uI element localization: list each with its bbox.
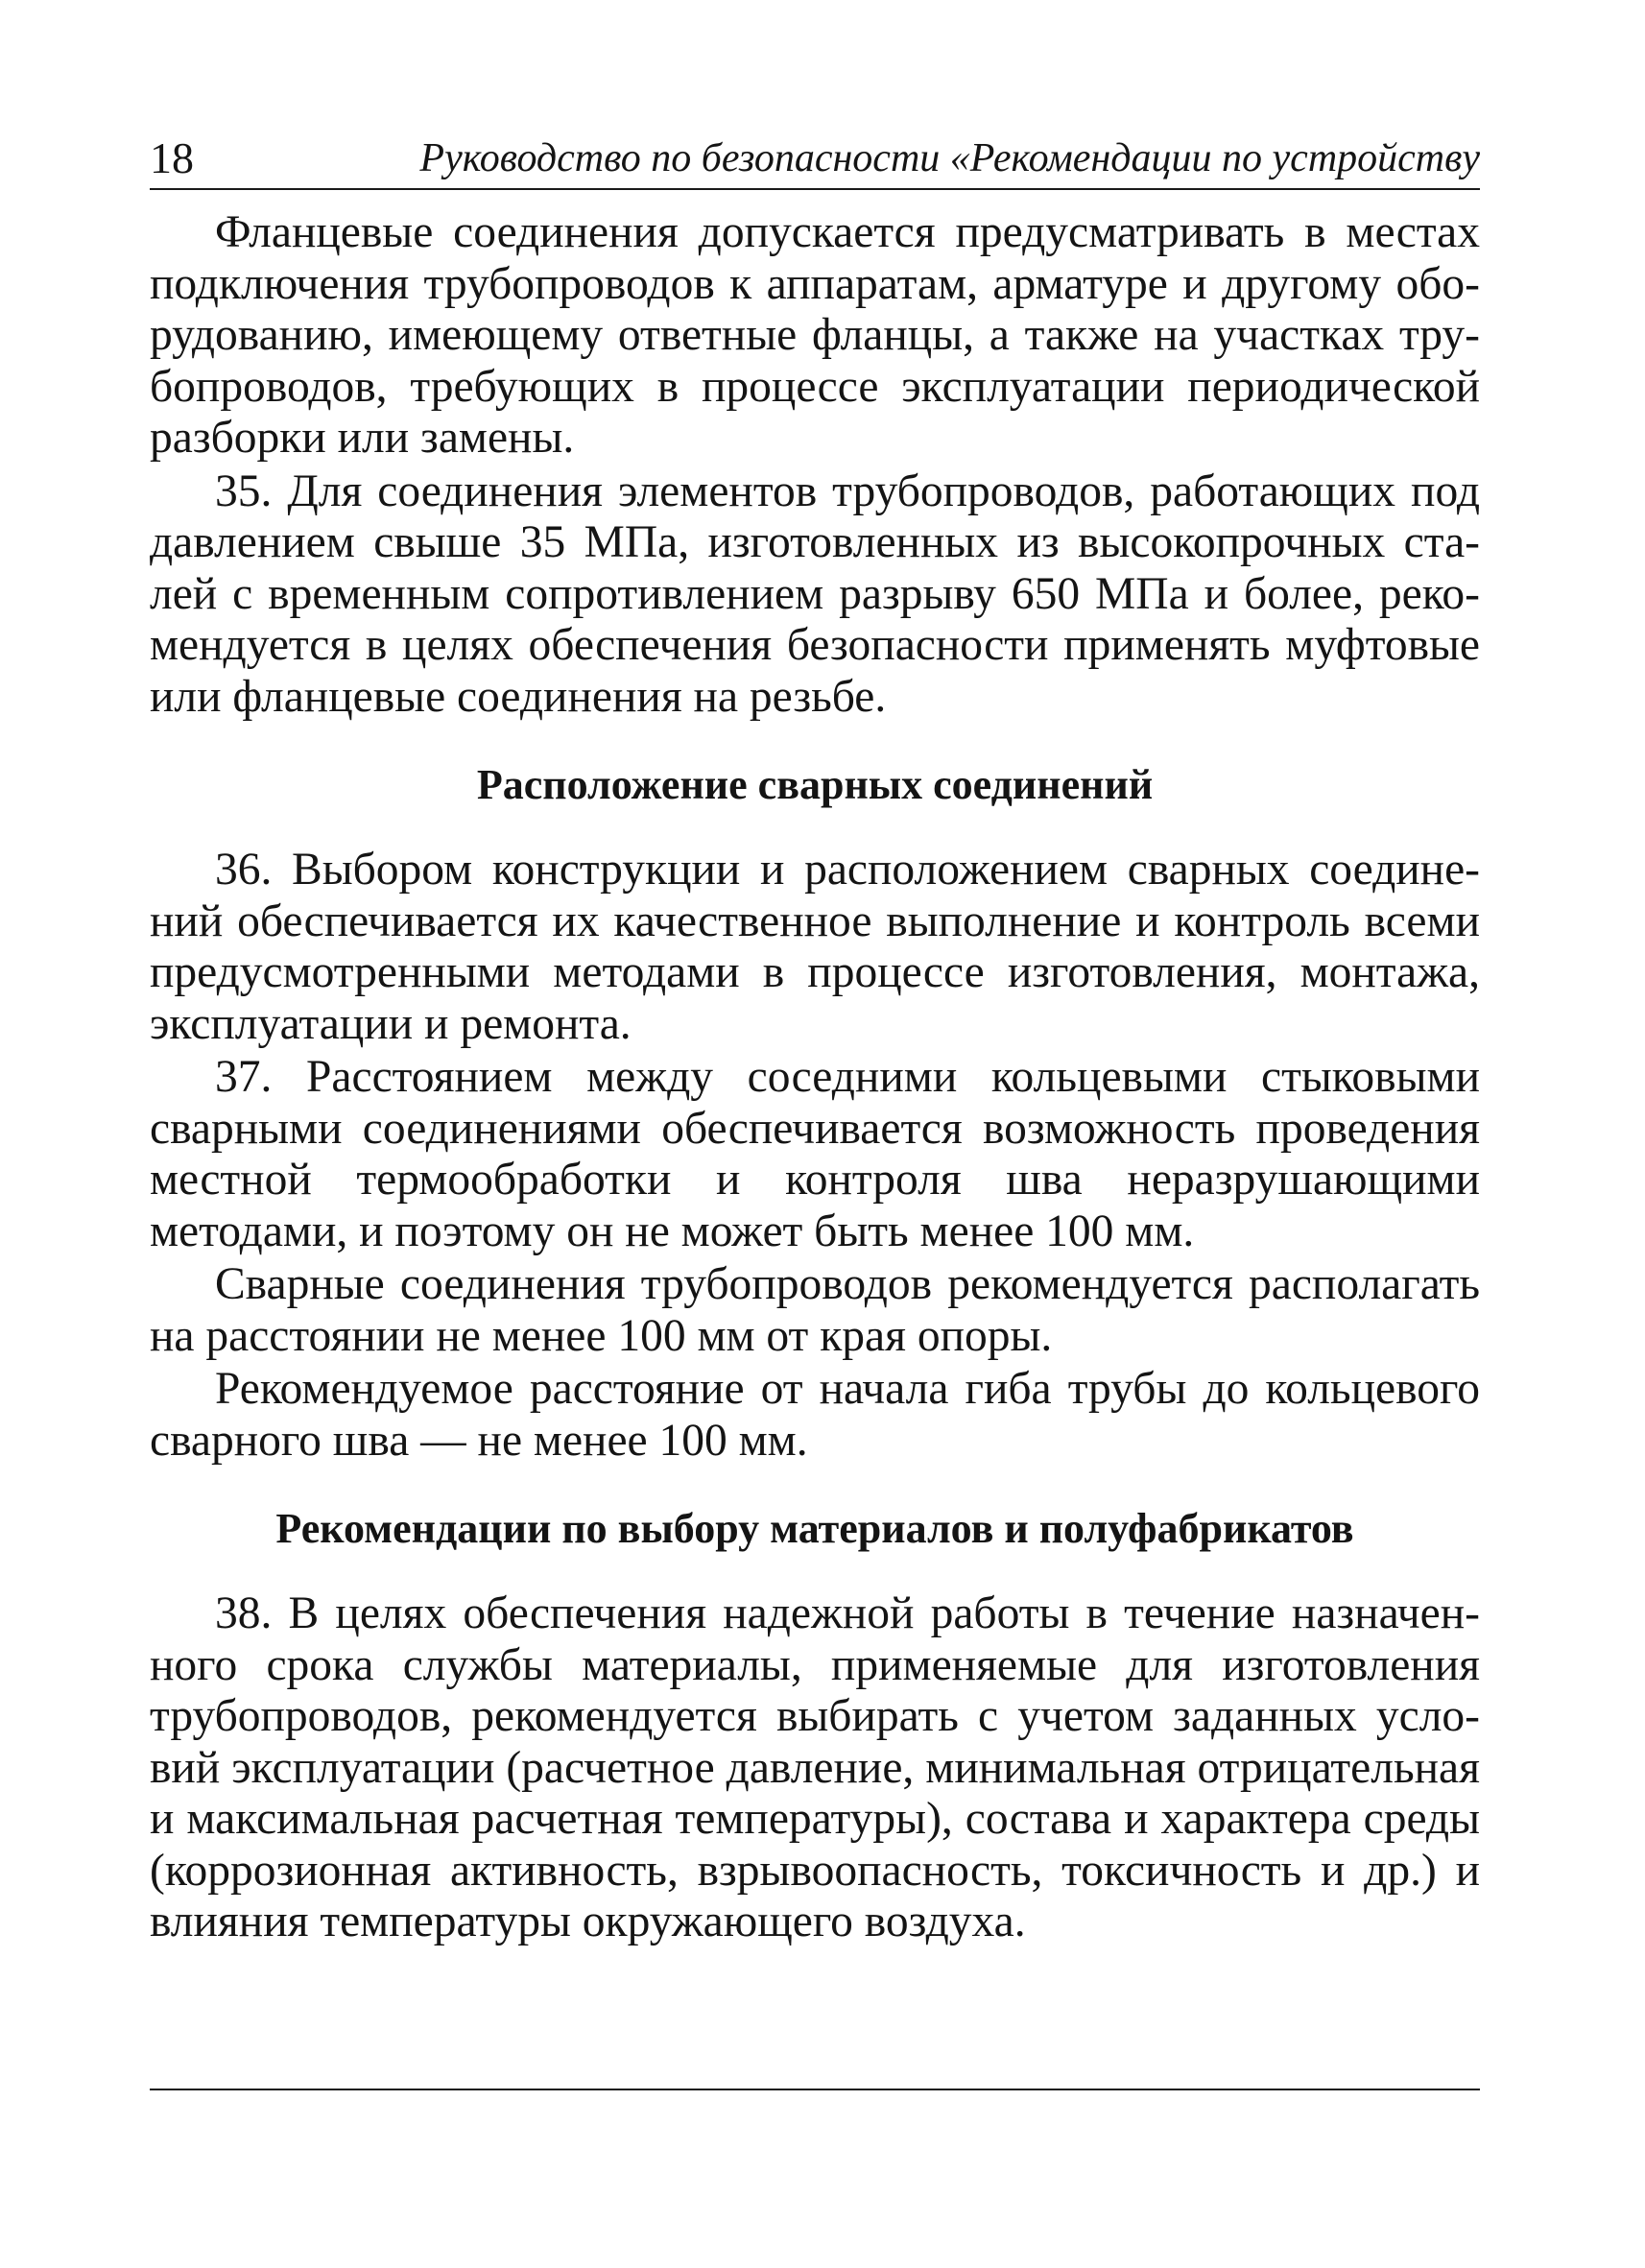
page-number: 18 — [150, 133, 194, 182]
body-text — [150, 190, 1480, 1948]
paragraph-supports: Сварные соединения трубопроводов рекомендуется располагать на расстоянии не менее 100 мм от края опоры. — [150, 1259, 1480, 1361]
paragraph-bend: Рекомендуемое расстояние от начала гиба трубы до кольцевого сварного шва — не менее 100 мм. — [150, 1364, 1480, 1466]
paragraph-35: 35. Для соединения элементов трубопроводов, работающих под давлением свыше 35 МПа, изготовленных из высокопрочных сталей с временным сопротивлением разрыву 650 МПа и более, рекомендуется в целях обеспечения безопасности применять муфтовые или фланцевые соединения на резьбе. — [150, 466, 1480, 722]
running-header — [150, 125, 1480, 190]
paragraph-36: 36. Выбором конструкции и расположением сварных соединений обеспечивается их качественное выполнение и контроль всеми предусмотренными методами в процессе изготовления, монтажа, эксплуатации и ремонта. — [150, 845, 1480, 1049]
document-page — [150, 125, 1480, 1948]
paragraph-flanges: Фланцевые соединения допускается предусматривать в местах подключения трубопроводов к аппаратам, арматуре и другому оборудованию, имеющему ответные фланцы, а также на участках трубопроводов, требующих в процессе эксплуатации периодической разборки или замены. — [150, 207, 1480, 463]
section-heading-welds: Расположение сварных соединений — [476, 761, 1154, 808]
paragraph-38: 38. В целях обеспечения надежной работы в течение назначенного срока службы материалы, применяемые для изготовления трубопроводов, рекомендуется выбирать с учетом заданных условий эксплуатации (расчетное давление, минимальная отрицательная и максимальная расчетная температуры), состава и характера среды (коррозионная активность, взрывоопасность, токсичность и др.) и влияния температуры окружающего воздуха. — [150, 1588, 1480, 1946]
footer-rule — [150, 2089, 1480, 2090]
running-title: Руководство по безопасности «Рекомендации по устройству — [419, 136, 1480, 180]
section-heading-materials: Рекомендации по выбору материалов и полуфабрикатов — [275, 1505, 1354, 1552]
paragraph-37: 37. Расстоянием между соседними кольцевыми стыковыми сварными соединениями обеспечивается возможность проведения местной термообработки и контроля шва неразрушающими методами, и поэтому он не может быть менее 100 мм. — [150, 1052, 1480, 1256]
